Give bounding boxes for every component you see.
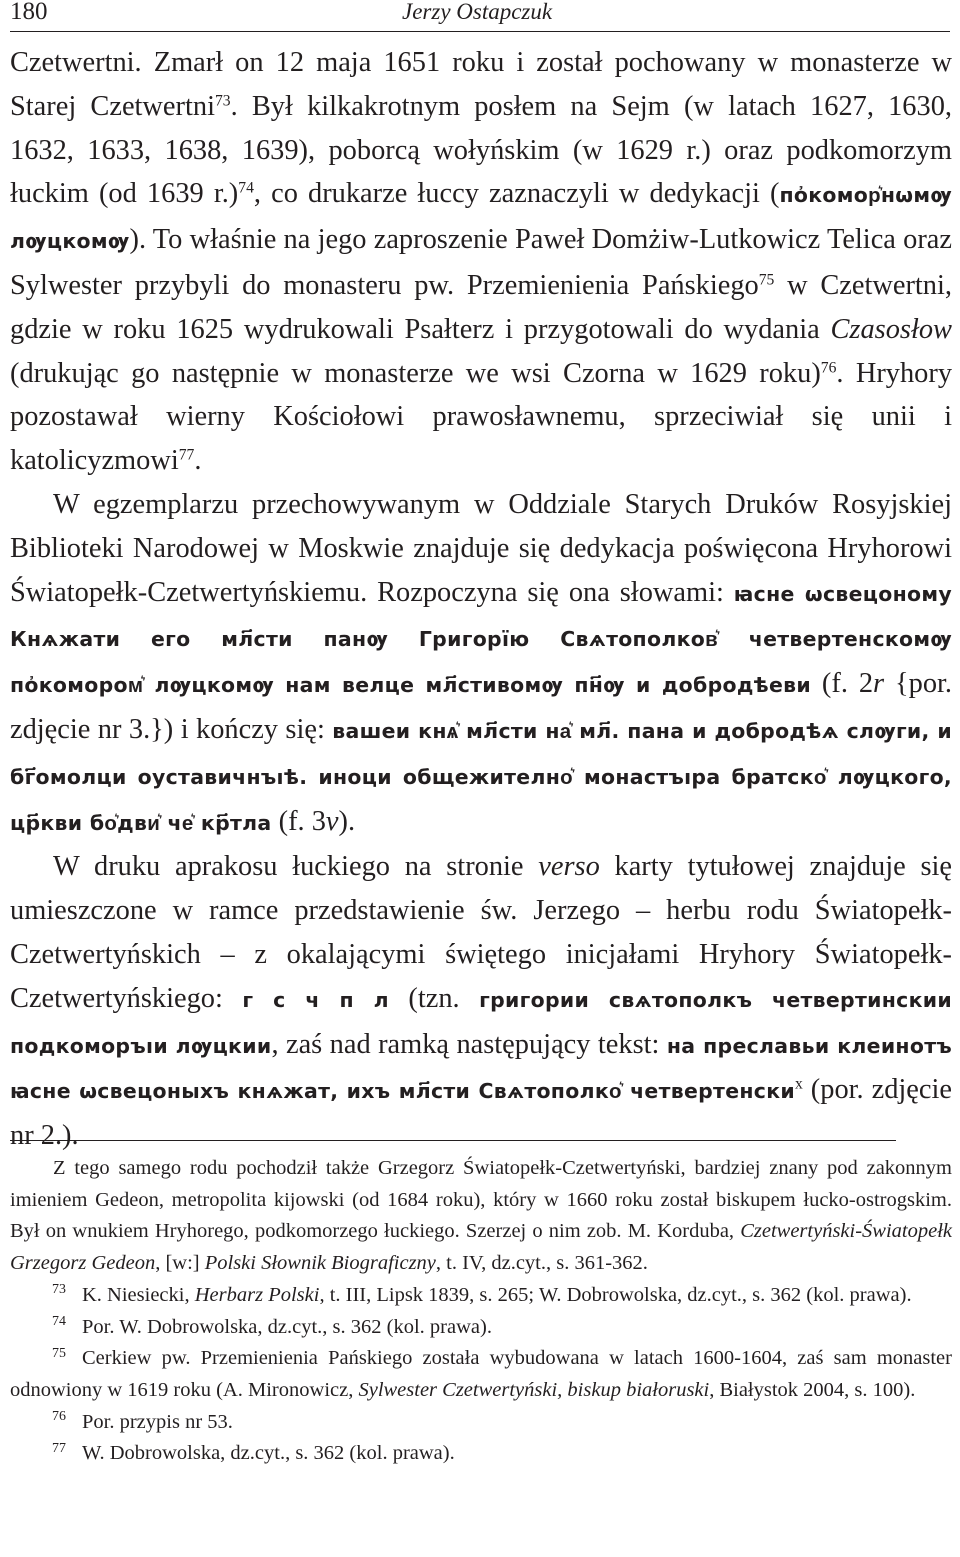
text-run: . Był kilkakrotnym posłem na Sejm (w latach 1627, 1630, 1632, 1633, 1638, 1639), poborcą wołyńskim (w 1629 r.) oraz podkomorzym łuckim (od 1639 r.) bbox=[10, 90, 952, 210]
text-run: (drukując go następnie w monasterze we wsi Czorna w 1629 roku) bbox=[10, 357, 821, 389]
text-run: . Hryhory pozostawał wierny Kościołowi prawosławnemu, sprzeciwiał się unii i katolicyzmowi bbox=[10, 357, 953, 477]
church-slavonic-quote: по҆комор͛нѡмѹ лѹцкомѹ bbox=[10, 183, 952, 254]
footnote-ref-77[interactable]: 77 bbox=[178, 446, 195, 464]
footnote-75: 75 Cerkiew pw. Przemienienia Pańskiego została wybudowana w latach 1600-1604, zaś sam monaster odnowiony w 1619 roku (A. Mironowicz, Sylwester Czetwertyński, biskup białoruski, Białystok 2004, s. 100). bbox=[10, 1345, 952, 1401]
text-run: {por. zdjęcie nr 3.}) i kończy się: bbox=[10, 668, 952, 745]
text-run: w Czetwertni, gdzie w roku 1625 wydrukowali Psałterz i przygotowali do wydania bbox=[10, 269, 952, 345]
footnote-ref-76[interactable]: 76 bbox=[820, 358, 837, 376]
italic-text: v bbox=[325, 805, 339, 837]
footnote-italic: Sylwester Czetwertyński, biskup białoruski bbox=[358, 1378, 710, 1401]
footnote-text: , [w:] bbox=[155, 1252, 205, 1275]
footnote-text: Por. przypis nr 53. bbox=[82, 1410, 233, 1433]
footnote-76: 76 Por. przypis nr 53. bbox=[52, 1408, 233, 1433]
text-run: . bbox=[194, 445, 202, 477]
text-run: (f. 3 bbox=[271, 805, 326, 837]
footnote-text: , Białystok 2004, s. 100). bbox=[709, 1378, 916, 1401]
italic-text: verso bbox=[538, 851, 600, 883]
footnotes bbox=[10, 1153, 952, 1470]
running-header bbox=[10, 0, 950, 32]
footnote-text: , t. IV, dz.cyt., s. 361-362. bbox=[435, 1252, 648, 1275]
footnote-text: Cerkiew pw. Przemienienia Pańskiego została wybudowana w latach 1600-1604, zaś sam monaster odnowiony w 1619 roku (A. Mironowicz, bbox=[10, 1347, 952, 1401]
footnote-italic: Herbarz Polski bbox=[194, 1283, 320, 1306]
text-run: karty tytułowej znajduje się umieszczone w ramce przedstawienie św. Jerzego – herbu rodu Światopełk-Czetwertyńskich – z okalającymi świętego inicjałami Hryhory Światopełk-Czetwertyńskiego: bbox=[10, 851, 952, 1014]
footnote-ref-73[interactable]: 73 bbox=[214, 92, 231, 110]
paragraph-3 bbox=[10, 845, 952, 1158]
text-run: , co drukarze łuccy zaznaczyli w dedykacji ( bbox=[253, 178, 780, 210]
footnote-italic: Czetwertyński-Światopełk Grzegorz Gedeon bbox=[10, 1220, 952, 1275]
footnote-77: 77 W. Dobrowolska, dz.cyt., s. 362 (kol. prawa). bbox=[52, 1440, 455, 1465]
footnote-text: W. Dobrowolska, dz.cyt., s. 362 (kol. prawa). bbox=[82, 1442, 455, 1465]
text-run: (por. zdjęcie nr 2.). bbox=[10, 1074, 952, 1152]
footnote-rule bbox=[10, 1140, 896, 1141]
paragraph-1 bbox=[10, 41, 952, 483]
footnote-72-continued bbox=[10, 1153, 952, 1280]
paragraph-2 bbox=[10, 483, 952, 845]
footnote-italic: Polski Słownik Biograficzny bbox=[204, 1252, 436, 1275]
footnote-ref-74[interactable]: 74 bbox=[238, 179, 254, 197]
main-text bbox=[10, 41, 952, 1158]
footnote-text: K. Niesiecki, bbox=[82, 1283, 195, 1306]
text-run: W egzemplarzu przechowywanym w Oddziale Starych Druków Rosyjskiej Biblioteki Narodowej w Moskwie znajduje się dedykacja poświęcona Hryhorowi Światopełk-Czetwertyńskiemu. Rozpoczyna się ona słowami: bbox=[10, 488, 952, 608]
church-slavonic-quote: ꙗсне ѡсвецоному Кнѧжати его мл҃сти панѹ Григорїю Свѧтополков͛ четвертенскомѹ по҆комором͛ лѹцкомѹ нам велце мл҃стивомѹ пн҃ѹ и добродѣеви bbox=[10, 581, 952, 698]
church-slavonic-quote: григории свѧтополкъ четвертинскии подкоморъıи лѹцкии bbox=[10, 987, 952, 1058]
running-title-author: Jerzy Ostapczuk bbox=[402, 0, 553, 24]
footnote-text: Por. W. Dobrowolska, dz.cyt., s. 362 (kol. prawa). bbox=[82, 1315, 492, 1338]
header-rule bbox=[10, 31, 950, 32]
footnote-text: Z tego samego rodu pochodził także Grzegorz Światopełk-Czetwertyński, bardziej znany pod zakonnym imieniem Gedeon, metropolita kijowski (od 1684 roku), który w 1660 roku został biskupem łucko-ostrogskim. Był on wnukiem Hryhorego, podkomorzego łuckiego. Szerzej o nim zob. M. Korduba, bbox=[10, 1157, 952, 1243]
text-run: Czetwertni. Zmarł on 12 maja 1651 roku i został pochowany w monasterze w Starej Czetwertni bbox=[10, 47, 952, 122]
text-run: , zaś nad ramką następujący tekst: bbox=[271, 1028, 667, 1060]
footnote-text: , t. III, Lipsk 1839, s. 265; W. Dobrowolska, dz.cyt., s. 362 (kol. prawa). bbox=[319, 1283, 912, 1306]
text-run: ). bbox=[338, 805, 356, 837]
church-slavonic-quote: на преславьи клеинотъ ꙗсне ѡсвецоныхъ кнѧжат, ихъ мл҃сти Свѧтополко͛ четвертенски bbox=[10, 1033, 953, 1104]
italic-text: r bbox=[873, 668, 885, 700]
text-run: (tzn. bbox=[388, 982, 480, 1014]
text-run: ). To właśnie na jego zaproszenie Paweł Domżiw-Lutkowicz Telica oraz Sylwester przybyli do monasteru pw. Przemienienia Pańskiego bbox=[10, 224, 952, 301]
superscript-letter: х bbox=[795, 1075, 803, 1093]
church-slavonic-quote: вашеи кнѧ͛ мл҃сти на͛ мл҃. пана и добродѣѧ слѹги, и бг҃омолци оуставичнъıѣ. иноци общежително͛ монастъıра братско͛ лѹцкого, цр҃кви бо͛дви͛ че͛ кр҃тла bbox=[10, 718, 952, 835]
footnote-ref-75[interactable]: 75 bbox=[758, 271, 775, 289]
page-number: 180 bbox=[10, 0, 48, 25]
text-run: (f. 2 bbox=[811, 668, 874, 700]
italic-title: Czasosłow bbox=[830, 313, 952, 345]
footnote-74: 74 Por. W. Dobrowolska, dz.cyt., s. 362 (kol. prawa). bbox=[52, 1313, 492, 1338]
church-slavonic-initials: г с ч п л bbox=[242, 987, 389, 1012]
footnote-73: 73 K. Niesiecki, Herbarz Polski, t. III, Lipsk 1839, s. 265; W. Dobrowolska, dz.cyt., s. 362 (kol. prawa). bbox=[52, 1282, 912, 1306]
text-run: W druku aprakosu łuckiego na stronie bbox=[53, 851, 539, 883]
